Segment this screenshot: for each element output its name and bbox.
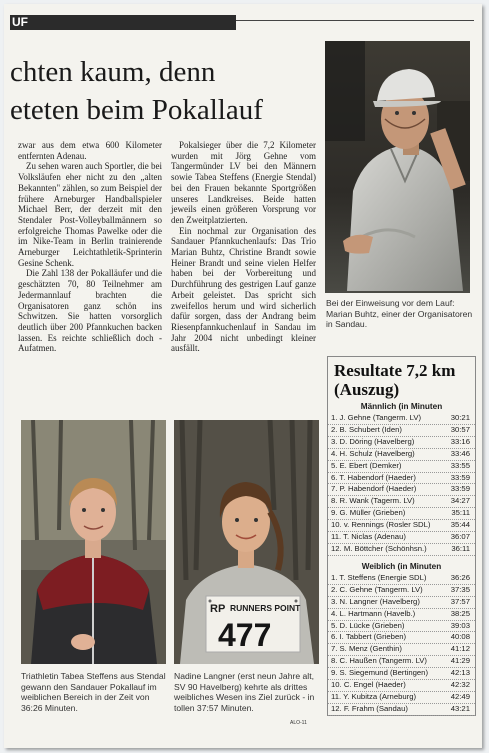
result-row: [328, 585, 475, 597]
photo-girl-image: [174, 420, 319, 664]
result-name: 4. H. Schulz (Havelberg): [331, 448, 415, 458]
result-name: 10. v. Rennings (Rosler SDL): [331, 520, 431, 530]
result-row: [328, 704, 475, 716]
result-time: 35:44: [450, 520, 470, 530]
result-name: 11. Y. Kubitza (Arneburg): [331, 691, 417, 701]
article-paragraph: Pokalsieger über die 7,2 Kilometer wurden mit Jörg Gehne vom Tangermünder LV bei den Männern sowie Tabea Steffens (Energie Stendal) bei den Frauen bekannte Sportgrößen unseres Landkreises. Beide hatten jeweils einen größeren Vorsprung vor den Zweitplatzierten.: [171, 140, 316, 225]
result-row: [328, 632, 475, 644]
photo-organizer: [325, 41, 470, 293]
result-time: 39:03: [450, 620, 470, 630]
result-row: [328, 520, 475, 532]
photo-organizer-image: [325, 41, 470, 293]
result-name: 1. T. Steffens (Energie SDL): [331, 572, 427, 582]
result-row: [328, 425, 475, 437]
result-time: 37:57: [450, 596, 470, 606]
result-time: 34:27: [450, 496, 470, 506]
newspaper-page: [4, 4, 482, 748]
result-name: 2. C. Gehne (Tangerm. LV): [331, 584, 423, 594]
result-name: 5. D. Lücke (Grieben): [331, 620, 405, 630]
result-name: 9. S. Siegemund (Bertingen): [331, 668, 429, 678]
result-name: 11. T. Niclas (Adenau): [331, 532, 406, 542]
article-paragraph: zwar aus dem etwa 600 Kilometer entfernten Adenau.: [18, 140, 162, 161]
article-column-2: [171, 140, 316, 354]
result-time: 33:59: [450, 472, 470, 482]
result-row: [328, 656, 475, 668]
result-row: [328, 544, 475, 556]
results-women-list: [328, 573, 475, 716]
result-row: [328, 573, 475, 585]
bib-number: 477: [218, 617, 272, 653]
results-women-heading: Weiblich (in Minuten: [361, 561, 442, 571]
caption-organizer: Bei der Einweisung vor dem Lauf: Marian Buhtz, einer der Organisatoren in Sandau.: [326, 298, 473, 329]
result-row: [328, 668, 475, 680]
result-time: 33:55: [450, 460, 470, 470]
result-name: 2. B. Schubert (Iden): [331, 424, 402, 434]
result-name: 6. I. Tabbert (Grieben): [331, 632, 407, 642]
top-rule: [236, 20, 474, 21]
result-row: [328, 508, 475, 520]
svg-text:RP: RP: [210, 603, 226, 615]
photo-winner-woman-image: [21, 420, 166, 664]
result-name: 5. E. Ebert (Demker): [331, 460, 402, 470]
caption-winner-woman: Triathletin Tabea Steffens aus Stendal gewann den Sandauer Pokallauf im weiblichen Bereich in der Zeit von 36:26 Minuten.: [21, 671, 166, 713]
headline-line-2: eteten beim Pokallauf: [10, 94, 263, 126]
result-time: 36:26: [450, 572, 470, 582]
section-kicker: UF: [10, 15, 236, 30]
headline-line-1: chten kaum, denn: [10, 56, 216, 88]
result-name: 12. F. Frahm (Sandau): [331, 703, 408, 713]
result-row: [328, 496, 475, 508]
article-paragraph: Ein nochmal zur Organisation des Sandauer Pfannkuchenlaufs: Das Trio Marian Buhtz, Christine Brandt sowie Heiner Brandt und seine vielen Helfer haben bei der Vorbereitung und Durchführung des gestrigen Lauf ganze Arbeit geleistet. Das spricht sich zweifellos herum und wird sicherlich dafür sorgen, dass der Andrang beim Riesenpfannkuchenlauf in Sandau im Jahr 2004 nicht unbedingt kleiner ausfällt.: [171, 225, 316, 354]
result-name: 8. R. Wank (Tagerm. LV): [331, 496, 415, 506]
result-row: [328, 437, 475, 449]
photo-girl: [174, 420, 319, 664]
article-paragraph: Zu sehen waren auch Sportler, die bei Volksläufen eher nicht zu den „alten Bekannten" zählen, so zum Beispiel der frühere Arneburger Handballspieler Michael Berr, der derzeit mit den Stendaler Post-Volleyballmännern so erfolgreiche Thomas Pawelke oder die im Nike-Team in Berlin trainierende Arneburger Leichtathletik-Sprinterin Gesine Schenk.: [18, 161, 162, 268]
result-time: 36:11: [451, 543, 470, 553]
result-time: 37:35: [450, 584, 470, 594]
results-men-list: [328, 413, 475, 556]
result-row: [328, 473, 475, 485]
result-row: [328, 644, 475, 656]
result-name: 8. C. Haußen (Tangerm. LV): [331, 656, 427, 666]
result-time: 43:21: [450, 703, 470, 713]
result-time: 33:46: [450, 448, 470, 458]
result-row: [328, 692, 475, 704]
result-time: 30:21: [450, 413, 470, 422]
result-time: 30:57: [450, 424, 470, 434]
result-row: [328, 484, 475, 496]
result-time: 42:49: [450, 691, 470, 701]
result-time: 40:08: [450, 632, 470, 642]
result-name: 7. S. Menz (Genthin): [331, 644, 402, 654]
result-row: [328, 461, 475, 473]
bib-brand: RUNNERS POINT: [230, 603, 301, 613]
result-time: 38:25: [450, 608, 470, 618]
result-row: [328, 532, 475, 544]
photo-credit: ALO-11: [290, 720, 307, 726]
result-time: 33:59: [450, 484, 470, 494]
result-time: 33:16: [450, 436, 470, 446]
article-paragraph: Die Zahl 138 der Pokalläufer und die geschätzten 70, 80 Teilnehmer am Jedermannlauf brachten die Organisatoren ganz schön ins Schwitzen. Sie hatten vorsorglich deutlich über 200 Pfannkuchen backen lassen. Es reichte schließlich doch - Aufatmen.: [18, 268, 162, 354]
result-name: 7. P. Habendorf (Haeder): [331, 484, 417, 494]
article-column-1: [18, 140, 162, 354]
result-row: [328, 621, 475, 633]
result-row: [328, 449, 475, 461]
result-time: 41:12: [450, 644, 470, 654]
photo-winner-woman: [21, 420, 166, 664]
result-time: 35:11: [451, 508, 470, 518]
result-row: [328, 413, 475, 425]
result-row: [328, 609, 475, 621]
result-name: 9. G. Müller (Grieben): [331, 508, 406, 518]
results-men-heading: Männlich (in Minuten: [360, 402, 443, 411]
result-time: 41:29: [450, 656, 470, 666]
caption-girl: Nadine Langner (erst neun Jahre alt, SV 90 Havelberg) kehrte als drittes weibliches Wesen ins Ziel zurück - in tollen 37:57 Minuten.: [174, 671, 315, 713]
result-name: 12. M. Böttcher (Schönhsn.): [331, 543, 427, 553]
results-box: [327, 356, 476, 716]
result-time: 36:07: [450, 532, 470, 542]
result-row: [328, 597, 475, 609]
results-title: Resultate 7,2 km: [334, 361, 456, 380]
result-row: [328, 680, 475, 692]
result-name: 4. L. Hartmann (Havelb.): [331, 608, 416, 618]
result-time: 42:13: [450, 668, 470, 678]
result-time: 42:32: [450, 680, 470, 690]
results-subtitle: (Auszug): [334, 380, 400, 399]
result-name: 3. D. Döring (Havelberg): [331, 436, 415, 446]
result-name: 6. T. Habendorf (Haeder): [331, 472, 416, 482]
result-name: 1. J. Gehne (Tangerm. LV): [331, 413, 422, 422]
result-name: 10. C. Engel (Haeder): [331, 680, 406, 690]
result-name: 3. N. Langner (Havelberg): [331, 596, 420, 606]
